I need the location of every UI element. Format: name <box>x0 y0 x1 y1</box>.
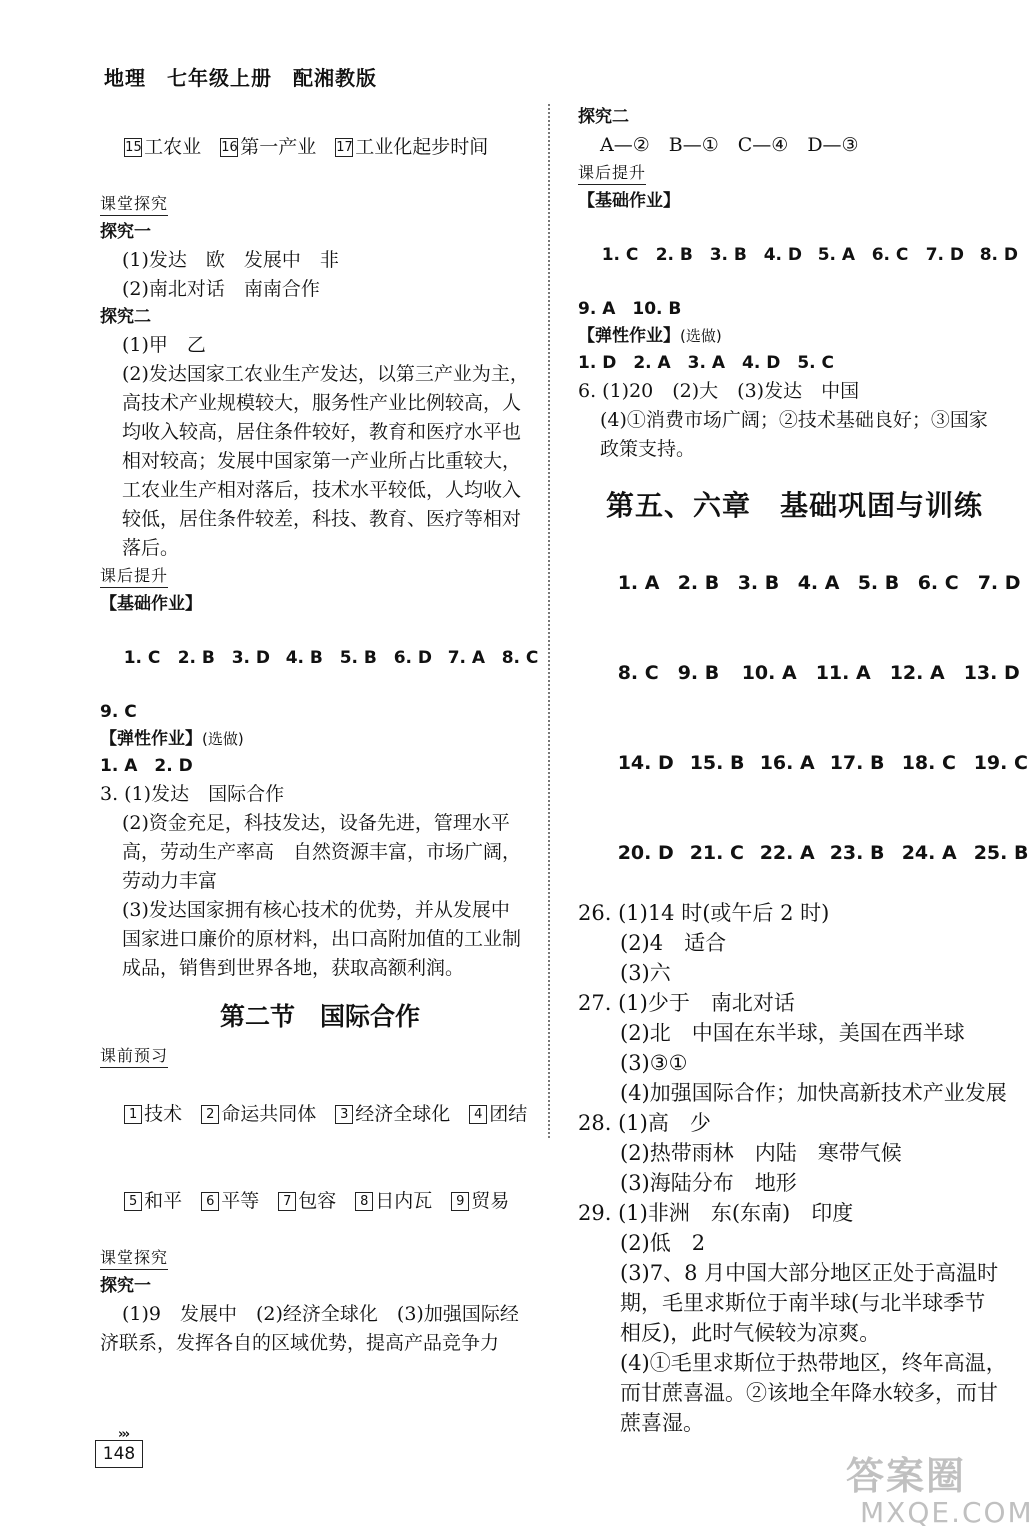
answer-item: 1. C <box>601 245 639 265</box>
answer-text: 命运共同体 <box>221 1103 317 1125</box>
chapter-answers <box>578 538 1029 1438</box>
answer-text: 工农业 <box>144 136 202 158</box>
number-box: 8 <box>355 1192 373 1211</box>
answer-text: 第一产业 <box>240 136 317 158</box>
answer-item: 2. B <box>177 648 215 668</box>
subheading <box>578 323 1008 350</box>
section-tag: 课后提升 <box>578 162 646 185</box>
answer-line: (2)热带雨林 内陆 寒带气候 <box>620 1141 902 1165</box>
answer-item: 20. D <box>617 842 674 864</box>
answer-line: (1)9 发展中 (2)经济全球化 (3)加强国际经 <box>122 1303 519 1325</box>
number-box: 4 <box>469 1105 487 1124</box>
subheading: 探究二 <box>100 307 151 327</box>
number-box: 1 <box>124 1105 142 1124</box>
answer-item: 2. B <box>655 245 693 265</box>
number-box: 5 <box>124 1192 142 1211</box>
answer-item: 18. C <box>901 752 956 774</box>
page-number: 148 <box>95 1440 143 1468</box>
answer-text: 和平 <box>144 1190 183 1212</box>
answer-row <box>578 215 1019 296</box>
answer-item: 5. B <box>857 572 900 594</box>
answer-item: 22. A <box>759 842 815 864</box>
number-box: 15 <box>125 140 142 155</box>
answer-line: 国家进口廉价的原材料，出口高附加值的工业制 <box>122 928 522 950</box>
answer-item: 1. C <box>123 648 161 668</box>
answer-item: 8. D <box>979 245 1019 265</box>
answer-line: A—② B—① C—④ D—③ <box>600 134 859 156</box>
number-box: 9 <box>451 1192 469 1211</box>
answer-line: (2)南北对话 南南合作 <box>122 278 320 300</box>
answer-line: (1)甲 乙 <box>122 334 206 356</box>
answer-item: 3. B <box>709 245 747 265</box>
answer-row: 1. D 2. A 3. A 4. D 5. C <box>578 353 835 373</box>
number-box: 7 <box>278 1192 296 1211</box>
answer-line: (3)海陆分布 地形 <box>620 1171 797 1195</box>
answer-line: (2)北 中国在东半球，美国在西半球 <box>620 1021 965 1045</box>
answer-line: (3)③① <box>620 1051 688 1075</box>
watermark-url: MXQE.COM <box>860 1496 1034 1529</box>
answer-item: 16. A <box>759 752 815 774</box>
answer-item: 11. A <box>815 662 871 684</box>
answer-line: 相对较高；发展中国家第一产业所占比重较大， <box>122 450 522 472</box>
answer-item: 25. B <box>973 842 1029 864</box>
answer-item: 13. D <box>963 662 1020 684</box>
answer-item: 6. D <box>393 648 433 668</box>
answer-row <box>100 618 540 699</box>
answer-line: (4)加强国际合作；加快高新技术产业发展 <box>620 1081 1007 1105</box>
answer-row <box>578 718 1028 808</box>
answer-row <box>578 808 1029 898</box>
answer-row <box>578 538 1021 628</box>
answer-row: 9. C <box>100 702 137 722</box>
number-box: 17 <box>336 140 353 155</box>
answer-line: (3)六 <box>620 961 671 985</box>
answer-line: 6. (1)20 (2)大 (3)发达 中国 <box>578 380 860 402</box>
answer-line: 劳动力丰富 <box>122 870 218 892</box>
section-title: 第二节 国际合作 <box>219 1002 420 1031</box>
optional-note: (选做) <box>680 327 722 345</box>
answer-item: 12. A <box>889 662 945 684</box>
answer-line: 蔗喜湿。 <box>620 1411 704 1435</box>
answer-item: 8. C <box>501 648 539 668</box>
answer-text: 团结 <box>489 1103 528 1125</box>
right-column <box>578 104 1029 1438</box>
answer-line: 落后。 <box>122 537 180 559</box>
answer-line: (3)发达国家拥有核心技术的优势，并从发展中 <box>122 899 510 921</box>
answer-item: 7. D <box>925 245 965 265</box>
subheading-text: 【弹性作业】 <box>578 326 680 346</box>
answer-text: 平等 <box>221 1190 260 1212</box>
answer-line: 而甘蔗喜温。②该地全年降水较多，而甘 <box>620 1381 998 1405</box>
answer-line: 高技术产业规模较大，服务性产业比例较高，人 <box>122 392 522 414</box>
answer-line: 均收入较高，居住条件较好，教育和医疗水平也 <box>122 421 522 443</box>
answer-item: 15. B <box>689 752 745 774</box>
answer-line: 相反)，此时气候较为凉爽。 <box>620 1321 881 1345</box>
answer-line: 高，劳动生产率高 自然资源丰富，市场广阔， <box>122 841 522 863</box>
answer-line: 较低，居住条件较差，科技、教育、医疗等相对 <box>122 508 522 530</box>
watermark-logo: 答案圈 <box>846 1454 967 1498</box>
answer-item: 23. B <box>829 842 885 864</box>
answer-text: 经济全球化 <box>355 1103 451 1125</box>
answer-line: 27. (1)少于 南北对话 <box>578 991 795 1015</box>
answer-item: 9. B <box>677 662 720 684</box>
answer-item: 21. C <box>689 842 744 864</box>
subheading: 【基础作业】 <box>100 594 202 614</box>
section-tag: 课堂探究 <box>100 1247 168 1270</box>
column-divider <box>548 104 550 1138</box>
answer-line: (2)4 适合 <box>620 931 727 955</box>
page-header: 地理 七年级上册 配湘教版 <box>104 66 377 90</box>
section-tag: 课后提升 <box>100 565 168 588</box>
answer-item: 1. A <box>617 572 660 594</box>
answer-item: 17. B <box>829 752 885 774</box>
answer-text: 工业化起步时间 <box>355 136 489 158</box>
answer-line <box>100 104 540 191</box>
subheading: 探究一 <box>100 222 151 242</box>
answer-line <box>100 1158 540 1245</box>
answer-item: 7. A <box>447 648 486 668</box>
chapter-title: 第五、六章 基础巩固与训练 <box>606 489 984 522</box>
answer-item: 7. D <box>977 572 1021 594</box>
answer-line: (3)7、8 月中国大部分地区正处于高温时 <box>620 1261 999 1285</box>
answer-line: (4)①毛里求斯位于热带地区，终年高温， <box>620 1351 1007 1375</box>
section-tag: 课堂探究 <box>100 193 168 216</box>
answer-line: 政策支持。 <box>600 438 696 460</box>
answer-text: 贸易 <box>471 1190 510 1212</box>
answer-item: 6. C <box>917 572 959 594</box>
answer-line: 29. (1)非洲 东(东南) 印度 <box>578 1201 854 1225</box>
optional-note: (选做) <box>202 730 244 748</box>
subheading-text: 【弹性作业】 <box>100 729 202 749</box>
answer-item: 19. C <box>973 752 1028 774</box>
answer-item: 24. A <box>901 842 957 864</box>
answer-item: 14. D <box>617 752 674 774</box>
answer-line: 26. (1)14 时(或午后 2 时) <box>578 901 830 925</box>
answer-item: 3. D <box>231 648 271 668</box>
answer-line: 28. (1)高 少 <box>578 1111 711 1135</box>
number-box: 6 <box>201 1192 219 1211</box>
answer-line: (2)低 2 <box>620 1231 706 1255</box>
answer-line <box>100 1071 540 1158</box>
number-box: 16 <box>221 140 238 155</box>
answer-line: (4)①消费市场广阔；②技术基础良好；③国家 <box>600 409 988 431</box>
subheading: 探究二 <box>578 107 629 127</box>
answer-row: 1. A 2. D <box>100 756 193 776</box>
number-box: 3 <box>335 1105 353 1124</box>
answer-text: 日内瓦 <box>375 1190 433 1212</box>
answer-line: 工农业生产相对落后，技术水平较低，人均收入 <box>122 479 522 501</box>
answer-item: 10. A <box>741 662 797 684</box>
answer-item: 4. B <box>285 648 323 668</box>
answer-item: 4. D <box>763 245 803 265</box>
answer-text: 技术 <box>144 1103 183 1125</box>
number-box: 2 <box>201 1105 219 1124</box>
answer-item: 4. A <box>797 572 840 594</box>
answer-row <box>578 628 1020 718</box>
answer-text: 包容 <box>298 1190 337 1212</box>
answer-item: 6. C <box>871 245 909 265</box>
answer-line: 期，毛里求斯位于南半球(与北半球季节 <box>620 1291 986 1315</box>
section-tag: 课前预习 <box>100 1045 168 1068</box>
left-column <box>100 104 540 1358</box>
answer-row: 9. A 10. B <box>578 299 682 319</box>
answer-item: 3. B <box>737 572 780 594</box>
answer-line: (1)发达 欧 发展中 非 <box>122 249 339 271</box>
subheading <box>100 726 540 753</box>
answer-item: 5. A <box>817 245 856 265</box>
answer-item: 2. B <box>677 572 720 594</box>
answer-line: (2)资金充足，科技发达，设备先进，管理水平 <box>122 812 510 834</box>
answer-line: 成品，销售到世界各地，获取高额利润。 <box>122 957 465 979</box>
answer-item: 5. B <box>339 648 377 668</box>
chevron-right-icon: ››› <box>118 1427 129 1442</box>
answer-line: 济联系，发挥各自的区域优势，提高产品竞争力 <box>100 1332 500 1354</box>
subheading: 【基础作业】 <box>578 191 680 211</box>
subheading: 探究一 <box>100 1276 151 1296</box>
answer-item: 8. C <box>617 662 659 684</box>
answer-line: 3. (1)发达 国际合作 <box>100 783 285 805</box>
answer-line: (2)发达国家工农业生产发达，以第三产业为主， <box>122 363 529 385</box>
